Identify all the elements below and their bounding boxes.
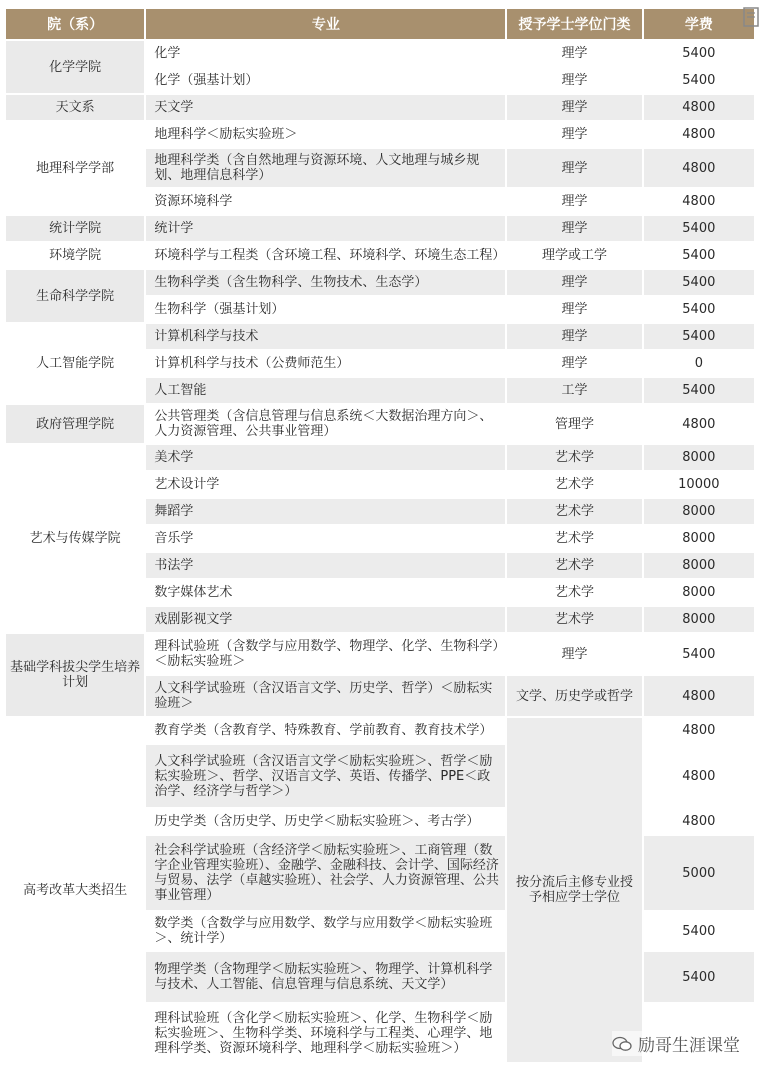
major-cell: 书法学 <box>146 553 505 578</box>
degree-cell: 艺术学 <box>507 607 641 632</box>
fee-cell: 5400 <box>644 324 754 349</box>
major-cell: 物理学类（含物理学＜励耘实验班＞、物理学、计算机科学与技术、人工智能、信息管理与信息系统、天文学） <box>146 952 505 1002</box>
degree-cell: 理学 <box>507 149 641 187</box>
major-cell: 人文科学试验班（含汉语言文学、历史学、哲学）＜励耘实验班＞ <box>146 676 505 716</box>
dept-cell: 化学学院 <box>6 41 144 93</box>
major-cell: 艺术设计学 <box>146 472 505 497</box>
degree-cell: 理学 <box>507 68 641 93</box>
major-cell: 人文科学试验班（含汉语言文学＜励耘实验班＞、哲学＜励耘实验班＞、哲学、汉语言文学、英语、传播学、PPE＜政治学、经济学与哲学＞） <box>146 745 505 807</box>
major-cell: 化学（强基计划） <box>146 68 505 93</box>
degree-cell: 理学 <box>507 216 641 241</box>
fee-cell: 8000 <box>644 499 754 524</box>
watermark-text: 励哥生涯课堂 <box>638 1036 740 1056</box>
major-cell: 资源环境科学 <box>146 189 505 214</box>
fee-cell: 4800 <box>644 676 754 716</box>
table-row <box>6 41 754 66</box>
dept-cell: 艺术与传媒学院 <box>6 445 144 632</box>
watermark <box>612 1031 740 1056</box>
dept-cell: 高考改革大类招生 <box>6 718 144 1062</box>
dept-cell: 基础学科拔尖学生培养计划 <box>6 634 144 716</box>
degree-cell: 理学 <box>507 634 641 674</box>
major-cell: 计算机科学与技术 <box>146 324 505 349</box>
fee-cell: 8000 <box>644 580 754 605</box>
degree-cell: 按分流后主修专业授予相应学士学位 <box>507 718 641 1062</box>
table-row <box>6 216 754 241</box>
table-row <box>6 270 754 295</box>
header-degree: 授予学士学位门类 <box>507 9 641 39</box>
major-cell: 舞蹈学 <box>146 499 505 524</box>
fee-cell: 5400 <box>644 378 754 403</box>
degree-cell: 理学或工学 <box>507 243 641 268</box>
fee-cell: 10000 <box>644 472 754 497</box>
major-cell: 计算机科学与技术（公费师范生） <box>146 351 505 376</box>
dept-cell: 生命科学学院 <box>6 270 144 322</box>
major-cell: 理科试验班（含化学＜励耘实验班＞、化学、生物科学＜励耘实验班＞、生物科学类、环境科学与工程类、心理学、地理科学类、资源环境科学、地理科学＜励耘实验班＞） <box>146 1004 505 1062</box>
degree-cell: 管理学 <box>507 405 641 443</box>
table-row <box>6 634 754 674</box>
dept-cell: 地理科学学部 <box>6 122 144 214</box>
table-row <box>6 243 754 268</box>
header-fee: 学费 <box>644 9 754 39</box>
degree-cell: 理学 <box>507 324 641 349</box>
degree-cell: 理学 <box>507 270 641 295</box>
major-cell: 理科试验班（含数学与应用数学、物理学、化学、生物科学）＜励耘实验班＞ <box>146 634 505 674</box>
fee-cell: 4800 <box>644 149 754 187</box>
major-cell: 公共管理类（含信息管理与信息系统＜大数据治理方向＞、人力资源管理、公共事业管理） <box>146 405 505 443</box>
fee-cell: 8000 <box>644 553 754 578</box>
major-cell: 音乐学 <box>146 526 505 551</box>
major-cell: 统计学 <box>146 216 505 241</box>
major-cell: 化学 <box>146 41 505 66</box>
fee-cell: 5400 <box>644 952 754 1002</box>
degree-cell: 艺术学 <box>507 499 641 524</box>
degree-cell: 艺术学 <box>507 580 641 605</box>
fee-cell: 5400 <box>644 270 754 295</box>
degree-cell: 理学 <box>507 351 641 376</box>
degree-cell: 艺术学 <box>507 526 641 551</box>
degree-cell: 理学 <box>507 297 641 322</box>
table-row <box>6 445 754 470</box>
fee-cell: 4800 <box>644 718 754 743</box>
fee-cell: 5400 <box>644 68 754 93</box>
dept-cell: 天文系 <box>6 95 144 120</box>
fee-cell: 5000 <box>644 836 754 910</box>
table-row <box>6 95 754 120</box>
major-cell: 环境科学与工程类（含环境工程、环境科学、环境生态工程） <box>146 243 505 268</box>
major-cell: 人工智能 <box>146 378 505 403</box>
major-cell: 地理科学＜励耘实验班＞ <box>146 122 505 147</box>
fee-cell: 5400 <box>644 297 754 322</box>
dept-cell: 政府管理学院 <box>6 405 144 443</box>
fee-cell: 5400 <box>644 243 754 268</box>
table-row <box>6 122 754 147</box>
major-cell: 戏剧影视文学 <box>146 607 505 632</box>
fee-cell: 4800 <box>644 189 754 214</box>
fee-cell: 4800 <box>644 95 754 120</box>
tuition-table <box>4 7 756 1064</box>
table-row <box>6 718 754 743</box>
header-dept: 院（系） <box>6 9 144 39</box>
degree-cell: 理学 <box>507 189 641 214</box>
fee-cell: 0 <box>644 351 754 376</box>
degree-cell: 理学 <box>507 41 641 66</box>
table-header-row <box>6 9 754 39</box>
dept-cell: 人工智能学院 <box>6 324 144 403</box>
fee-cell: 5400 <box>644 216 754 241</box>
degree-cell: 艺术学 <box>507 472 641 497</box>
dept-cell: 统计学院 <box>6 216 144 241</box>
fee-cell: 4800 <box>644 122 754 147</box>
major-cell: 生物科学类（含生物科学、生物技术、生态学） <box>146 270 505 295</box>
major-cell: 天文学 <box>146 95 505 120</box>
fee-cell: 4800 <box>644 809 754 834</box>
degree-cell: 工学 <box>507 378 641 403</box>
major-cell: 历史学类（含历史学、历史学＜励耘实验班＞、考古学） <box>146 809 505 834</box>
major-cell: 教育学类（含教育学、特殊教育、学前教育、教育技术学） <box>146 718 505 743</box>
fee-cell: 8000 <box>644 607 754 632</box>
major-cell: 数学类（含数学与应用数学、数学与应用数学＜励耘实验班＞、统计学） <box>146 912 505 950</box>
major-cell: 地理科学类（含自然地理与资源环境、人文地理与城乡规划、地理信息科学） <box>146 149 505 187</box>
degree-cell: 文学、历史学或哲学 <box>507 676 641 716</box>
degree-cell: 理学 <box>507 95 641 120</box>
fee-cell: 8000 <box>644 526 754 551</box>
header-major: 专业 <box>146 9 505 39</box>
degree-cell: 艺术学 <box>507 553 641 578</box>
dept-cell: 环境学院 <box>6 243 144 268</box>
major-cell: 数字媒体艺术 <box>146 580 505 605</box>
table-row <box>6 324 754 349</box>
degree-cell: 理学 <box>507 122 641 147</box>
fee-cell: 5400 <box>644 41 754 66</box>
fee-cell: 4800 <box>644 405 754 443</box>
major-cell: 美术学 <box>146 445 505 470</box>
major-cell: 生物科学（强基计划） <box>146 297 505 322</box>
bookmark-icon <box>742 6 760 28</box>
degree-cell: 艺术学 <box>507 445 641 470</box>
wechat-icon <box>612 1036 632 1052</box>
table-row <box>6 405 754 443</box>
fee-cell: 4800 <box>644 745 754 807</box>
fee-cell: 5400 <box>644 634 754 674</box>
fee-cell: 5400 <box>644 912 754 950</box>
major-cell: 社会科学试验班（含经济学＜励耘实验班＞、工商管理（数字企业管理实验班）、金融学、金融科技、会计学、国际经济与贸易、法学（卓越实验班）、社会学、人力资源管理、公共事业管理） <box>146 836 505 910</box>
fee-cell: 8000 <box>644 445 754 470</box>
